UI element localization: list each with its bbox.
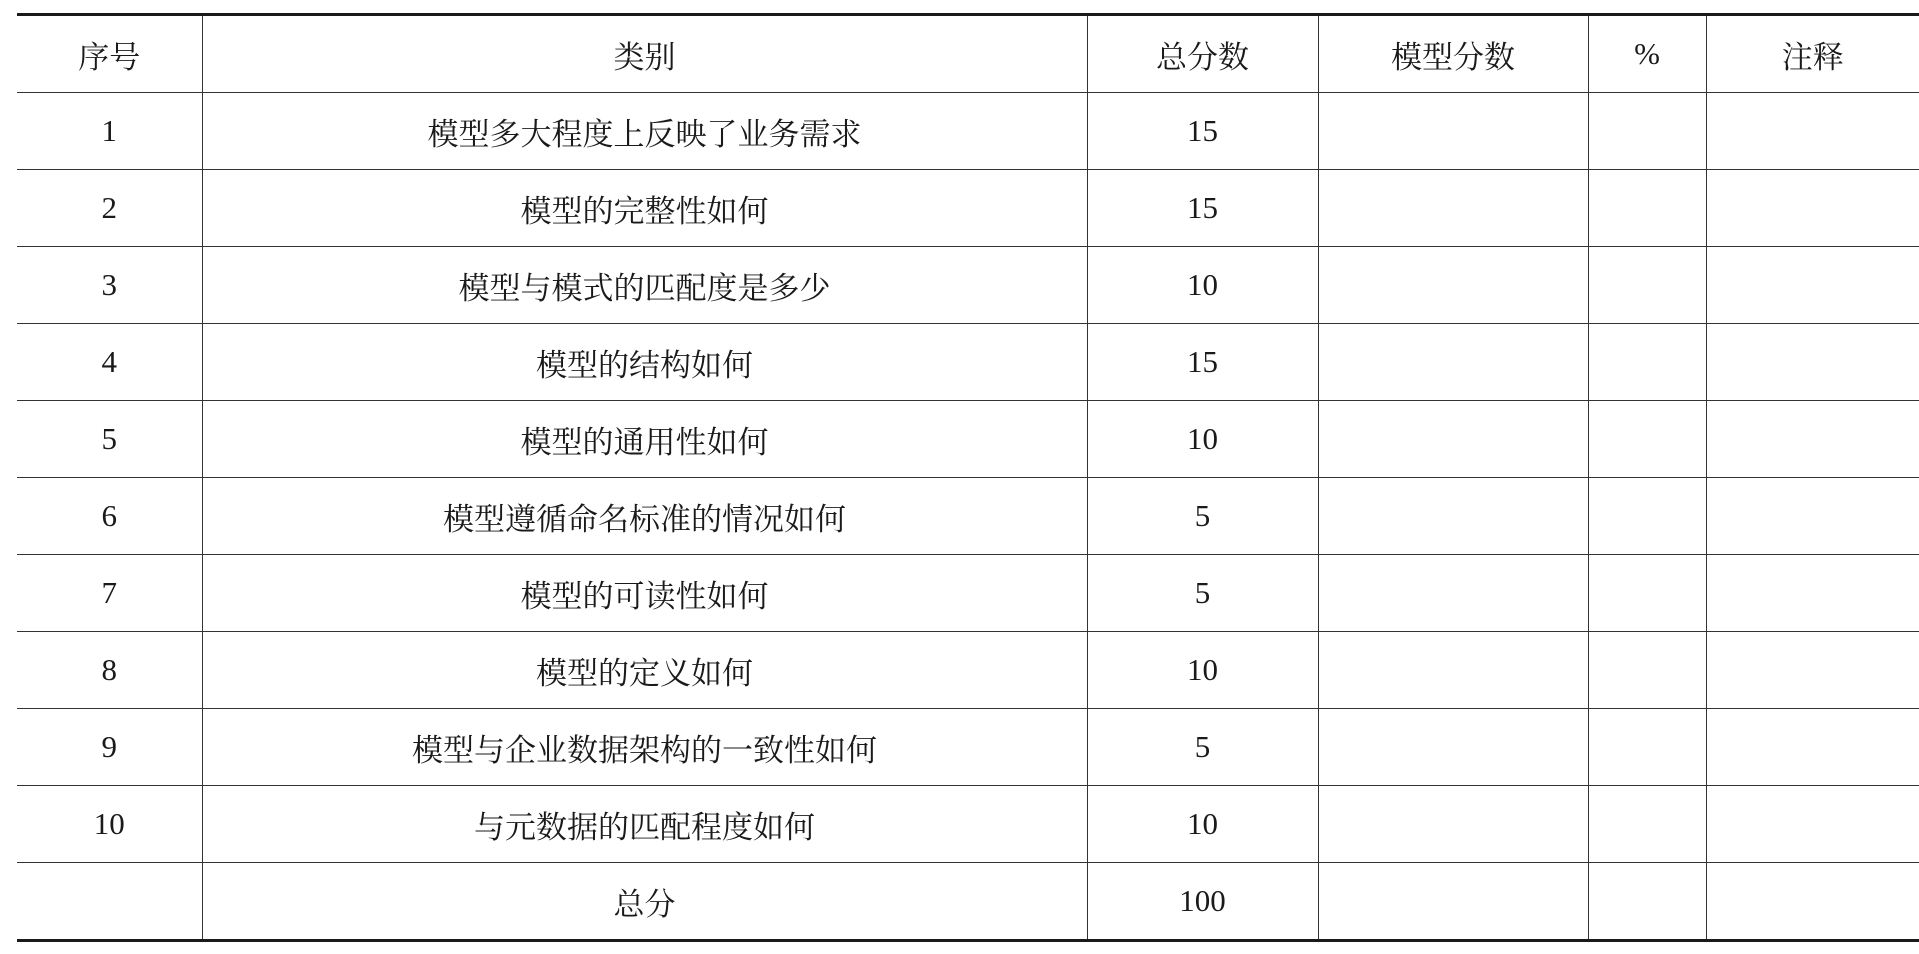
cell-notes [1706, 401, 1919, 478]
cell-category: 模型的可读性如何 [202, 555, 1087, 632]
header-total-score: 总分数 [1087, 15, 1318, 93]
model-score-table [17, 13, 1919, 942]
cell-index: 8 [17, 632, 202, 709]
cell-notes [1706, 170, 1919, 247]
cell-notes [1706, 786, 1919, 863]
total-row [17, 863, 1919, 941]
cell-category: 模型的定义如何 [202, 632, 1087, 709]
cell-category: 模型的通用性如何 [202, 401, 1087, 478]
cell-model-score [1318, 632, 1588, 709]
score-table-container [17, 13, 1919, 942]
cell-index: 10 [17, 786, 202, 863]
table-row [17, 93, 1919, 170]
header-model-score: 模型分数 [1318, 15, 1588, 93]
cell-notes [1706, 863, 1919, 941]
cell-total-score: 10 [1087, 247, 1318, 324]
cell-total-score: 15 [1087, 170, 1318, 247]
cell-percent [1588, 786, 1706, 863]
header-percent: % [1588, 15, 1706, 93]
cell-notes [1706, 93, 1919, 170]
table-row [17, 555, 1919, 632]
cell-index: 4 [17, 324, 202, 401]
cell-model-score [1318, 324, 1588, 401]
cell-notes [1706, 709, 1919, 786]
cell-model-score [1318, 709, 1588, 786]
cell-percent [1588, 632, 1706, 709]
cell-category: 总分 [202, 863, 1087, 941]
cell-model-score [1318, 863, 1588, 941]
cell-percent [1588, 863, 1706, 941]
cell-notes [1706, 247, 1919, 324]
cell-percent [1588, 555, 1706, 632]
cell-index [17, 863, 202, 941]
cell-total-score: 100 [1087, 863, 1318, 941]
cell-index: 7 [17, 555, 202, 632]
table-row [17, 170, 1919, 247]
cell-model-score [1318, 555, 1588, 632]
cell-total-score: 10 [1087, 786, 1318, 863]
cell-model-score [1318, 478, 1588, 555]
table-row [17, 478, 1919, 555]
cell-percent [1588, 170, 1706, 247]
cell-model-score [1318, 93, 1588, 170]
header-category: 类别 [202, 15, 1087, 93]
cell-percent [1588, 324, 1706, 401]
cell-total-score: 10 [1087, 632, 1318, 709]
cell-index: 6 [17, 478, 202, 555]
cell-percent [1588, 247, 1706, 324]
header-notes: 注释 [1706, 15, 1919, 93]
cell-index: 5 [17, 401, 202, 478]
cell-percent [1588, 93, 1706, 170]
header-row [17, 15, 1919, 93]
table-row [17, 709, 1919, 786]
cell-total-score: 5 [1087, 555, 1318, 632]
table-row [17, 401, 1919, 478]
cell-percent [1588, 709, 1706, 786]
cell-notes [1706, 632, 1919, 709]
cell-notes [1706, 478, 1919, 555]
cell-model-score [1318, 786, 1588, 863]
table-body [17, 93, 1919, 941]
table-header [17, 15, 1919, 93]
cell-index: 1 [17, 93, 202, 170]
cell-index: 9 [17, 709, 202, 786]
cell-notes [1706, 555, 1919, 632]
header-index: 序号 [17, 15, 202, 93]
table-row [17, 247, 1919, 324]
cell-model-score [1318, 170, 1588, 247]
cell-model-score [1318, 401, 1588, 478]
cell-category: 模型与模式的匹配度是多少 [202, 247, 1087, 324]
table-row [17, 632, 1919, 709]
cell-category: 模型遵循命名标准的情况如何 [202, 478, 1087, 555]
cell-total-score: 10 [1087, 401, 1318, 478]
cell-total-score: 5 [1087, 478, 1318, 555]
cell-category: 与元数据的匹配程度如何 [202, 786, 1087, 863]
cell-total-score: 15 [1087, 324, 1318, 401]
cell-total-score: 5 [1087, 709, 1318, 786]
cell-model-score [1318, 247, 1588, 324]
cell-notes [1706, 324, 1919, 401]
cell-index: 3 [17, 247, 202, 324]
cell-percent [1588, 478, 1706, 555]
cell-category: 模型的结构如何 [202, 324, 1087, 401]
cell-percent [1588, 401, 1706, 478]
cell-index: 2 [17, 170, 202, 247]
cell-category: 模型与企业数据架构的一致性如何 [202, 709, 1087, 786]
table-row [17, 786, 1919, 863]
cell-total-score: 15 [1087, 93, 1318, 170]
cell-category: 模型多大程度上反映了业务需求 [202, 93, 1087, 170]
cell-category: 模型的完整性如何 [202, 170, 1087, 247]
table-row [17, 324, 1919, 401]
